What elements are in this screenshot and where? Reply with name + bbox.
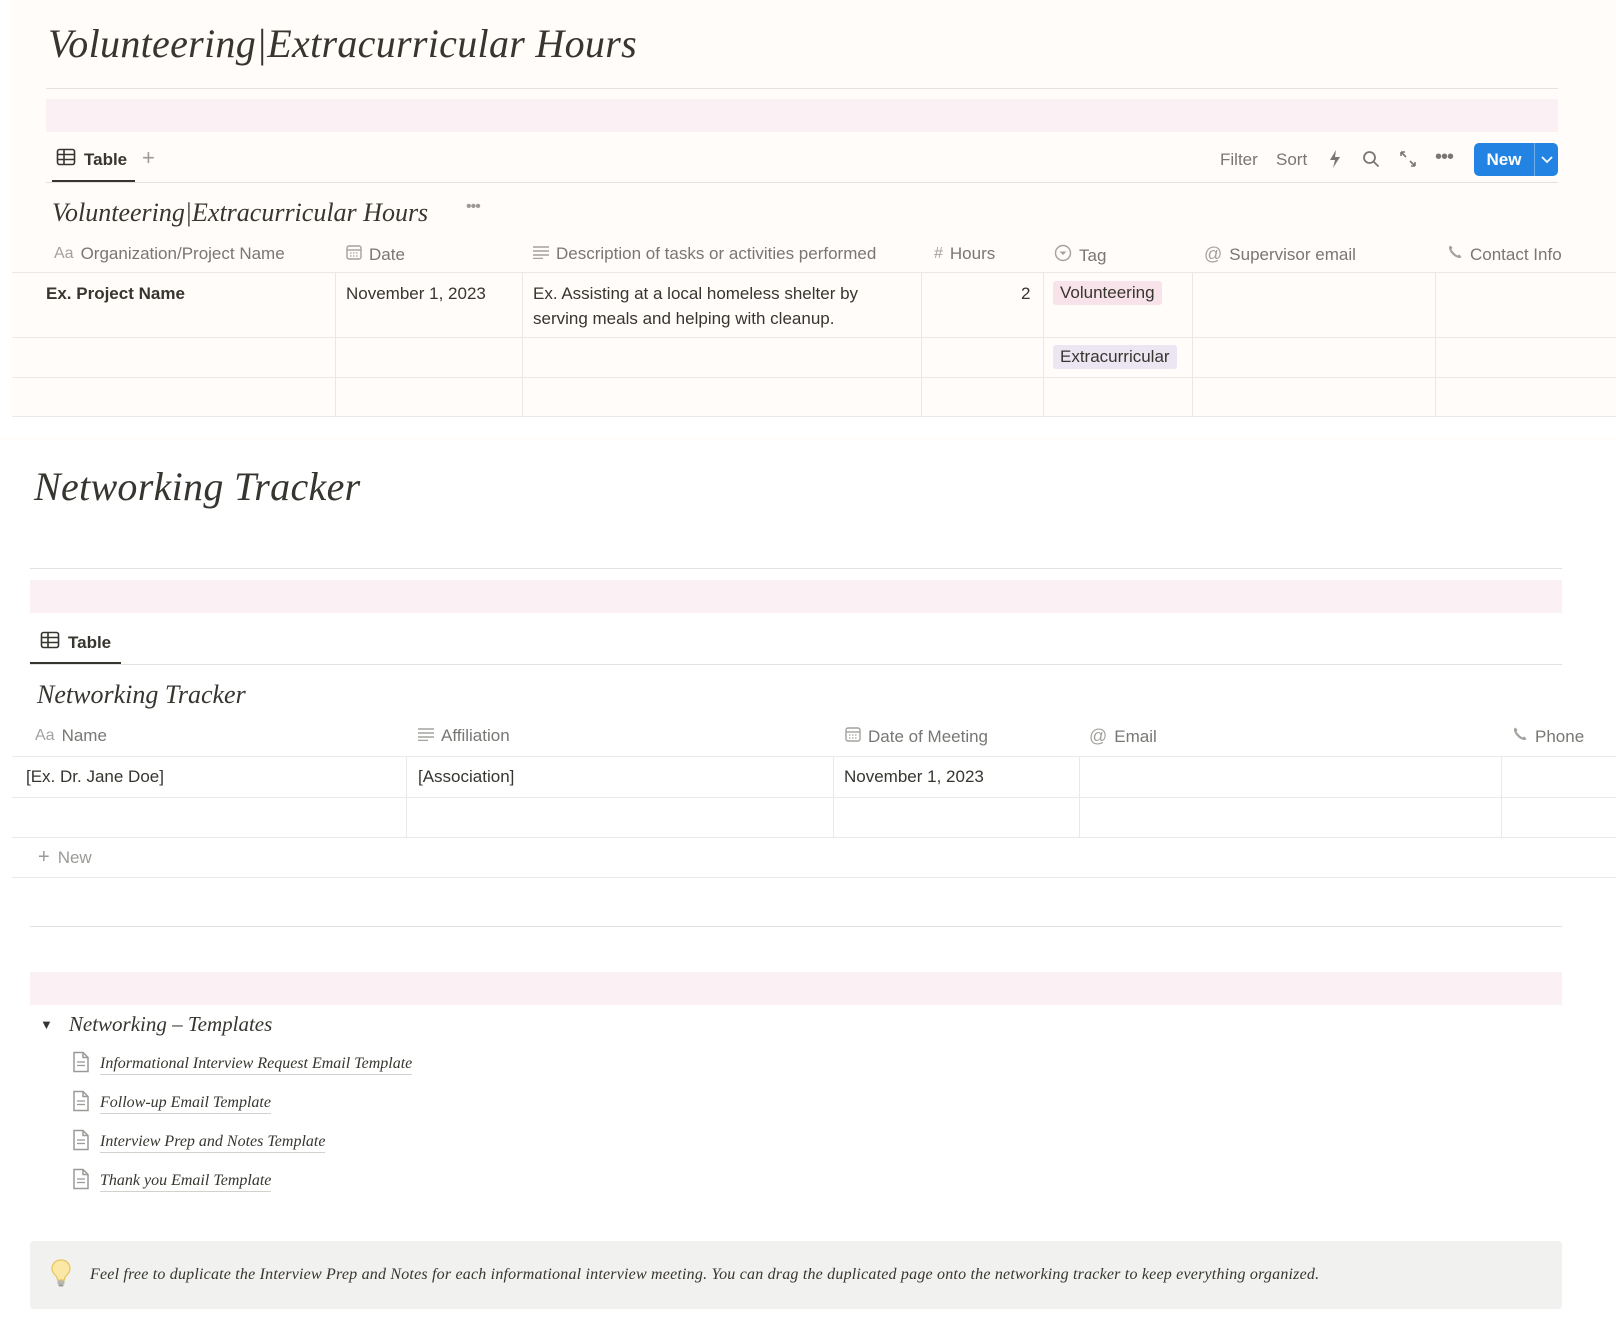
tab-table[interactable] bbox=[40, 631, 111, 654]
row-divider bbox=[12, 877, 1616, 878]
divider bbox=[30, 568, 1562, 569]
title-aa-icon: Aa bbox=[35, 727, 55, 744]
row-divider bbox=[12, 797, 1616, 798]
new-button-label: New bbox=[1486, 149, 1522, 169]
add-view-plus-icon[interactable]: + bbox=[142, 145, 155, 170]
column-divider bbox=[1043, 273, 1044, 417]
page-icon bbox=[72, 1168, 90, 1195]
column-header-name[interactable]: Aa Organization/Project Name bbox=[54, 244, 285, 263]
cell-description-line1[interactable]: Ex. Assisting at a local homeless shelter by bbox=[533, 284, 859, 303]
tab-table-label: Table bbox=[84, 149, 128, 169]
divider bbox=[46, 88, 1558, 89]
column-divider bbox=[1501, 757, 1502, 837]
row-divider bbox=[12, 416, 1616, 417]
cell-affiliation[interactable]: [Association] bbox=[418, 767, 515, 786]
column-header-date[interactable]: Date bbox=[346, 244, 405, 265]
column-header-name[interactable]: Aa Name bbox=[35, 726, 107, 745]
text-lines-icon bbox=[418, 726, 434, 746]
templates-toggle[interactable] bbox=[40, 1012, 272, 1037]
sort-button[interactable]: Sort bbox=[1276, 150, 1308, 169]
pink-banner bbox=[30, 580, 1562, 613]
hash-icon: # bbox=[934, 245, 943, 262]
template-link[interactable]: Informational Interview Request Email Template bbox=[72, 1051, 412, 1078]
column-divider bbox=[1435, 273, 1436, 417]
column-header-supervisor-email[interactable]: @ Supervisor email bbox=[1204, 244, 1356, 264]
phone-icon bbox=[1447, 244, 1463, 265]
database-title[interactable]: Volunteering|Extracurricular Hours bbox=[52, 198, 429, 227]
tag-extracurricular[interactable]: Extracurricular bbox=[1053, 345, 1177, 369]
row-divider bbox=[12, 377, 1616, 378]
database-more-icon[interactable]: ••• bbox=[466, 198, 480, 215]
table-icon bbox=[56, 148, 76, 171]
search-icon[interactable] bbox=[1362, 150, 1380, 173]
cell-date-of-meeting[interactable]: November 1, 2023 bbox=[844, 767, 984, 786]
column-header-description[interactable]: Description of tasks or activities performed bbox=[533, 244, 876, 264]
callout-box bbox=[30, 1241, 1562, 1309]
divider bbox=[30, 926, 1562, 927]
column-divider bbox=[1192, 273, 1193, 417]
tag-volunteering[interactable]: Volunteering bbox=[1053, 281, 1162, 305]
cell-project-name[interactable]: Ex. Project Name bbox=[46, 284, 185, 303]
block-background-networking bbox=[0, 438, 1616, 440]
filter-button[interactable]: Filter bbox=[1220, 150, 1258, 169]
tab-table[interactable] bbox=[56, 148, 127, 171]
template-link[interactable]: Interview Prep and Notes Template bbox=[72, 1129, 325, 1156]
at-icon: @ bbox=[1204, 244, 1223, 264]
cell-contact-name[interactable]: [Ex. Dr. Jane Doe] bbox=[26, 767, 164, 786]
toggle-title: Networking – Templates bbox=[68, 1012, 273, 1036]
page-icon bbox=[72, 1051, 90, 1078]
tab-bar-divider bbox=[46, 182, 1558, 183]
column-divider bbox=[921, 273, 922, 417]
more-options-icon[interactable]: ••• bbox=[1435, 146, 1454, 168]
column-header-phone[interactable]: Phone bbox=[1512, 726, 1584, 747]
column-header-tag[interactable]: Tag bbox=[1054, 244, 1106, 267]
page-icon bbox=[72, 1129, 90, 1156]
row-divider bbox=[12, 272, 1616, 273]
new-button[interactable] bbox=[1474, 143, 1558, 176]
column-header-affiliation[interactable]: Affiliation bbox=[418, 726, 510, 746]
table-icon bbox=[40, 631, 60, 654]
at-icon: @ bbox=[1089, 726, 1108, 746]
calendar-icon bbox=[845, 726, 861, 747]
column-divider bbox=[406, 757, 407, 837]
column-divider bbox=[522, 273, 523, 417]
section-title-networking: Networking Tracker bbox=[34, 464, 361, 509]
text-lines-icon bbox=[533, 244, 549, 264]
cell-date[interactable]: November 1, 2023 bbox=[346, 284, 486, 303]
add-row-button[interactable]: + New bbox=[38, 846, 92, 868]
cell-description-line2[interactable]: serving meals and helping with cleanup. bbox=[533, 309, 835, 328]
column-divider bbox=[1079, 757, 1080, 837]
lightbulb-icon bbox=[50, 1258, 76, 1293]
column-divider bbox=[833, 757, 834, 837]
template-link[interactable]: Thank you Email Template bbox=[72, 1168, 271, 1195]
row-divider bbox=[12, 756, 1616, 757]
cell-hours[interactable]: 2 bbox=[1021, 284, 1031, 303]
pink-banner bbox=[30, 972, 1562, 1005]
column-header-contact-info[interactable]: Contact Info bbox=[1447, 244, 1562, 265]
page-icon bbox=[72, 1090, 90, 1117]
row-divider bbox=[12, 837, 1616, 838]
database-title[interactable]: Networking Tracker bbox=[37, 680, 246, 709]
tab-table-label: Table bbox=[68, 632, 112, 652]
page-title: Volunteering|Extracurricular Hours bbox=[48, 21, 637, 66]
select-chevron-icon bbox=[1054, 244, 1072, 267]
toggle-triangle-icon[interactable]: ▼ bbox=[40, 1017, 53, 1032]
template-link[interactable]: Follow-up Email Template bbox=[72, 1090, 271, 1117]
column-header-hours[interactable]: # Hours bbox=[934, 244, 996, 263]
column-header-email[interactable]: @ Email bbox=[1089, 726, 1157, 746]
phone-icon bbox=[1512, 726, 1528, 747]
calendar-icon bbox=[346, 244, 362, 265]
callout-text: Feel free to duplicate the Interview Prep and Notes for each informational interview meeting. You can drag the duplicated page onto the networking tracker to keep everything organized. bbox=[90, 1266, 1320, 1283]
column-header-date-of-meeting[interactable]: Date of Meeting bbox=[845, 726, 988, 747]
row-divider bbox=[12, 337, 1616, 338]
pink-banner bbox=[46, 99, 1558, 132]
expand-icon[interactable] bbox=[1399, 150, 1417, 173]
chevron-down-icon[interactable] bbox=[1535, 152, 1558, 167]
tab-bar-divider bbox=[30, 664, 1562, 665]
automation-lightning-icon[interactable] bbox=[1328, 149, 1342, 174]
title-aa-icon: Aa bbox=[54, 245, 74, 262]
plus-icon: + bbox=[38, 846, 50, 868]
column-divider bbox=[335, 273, 336, 417]
